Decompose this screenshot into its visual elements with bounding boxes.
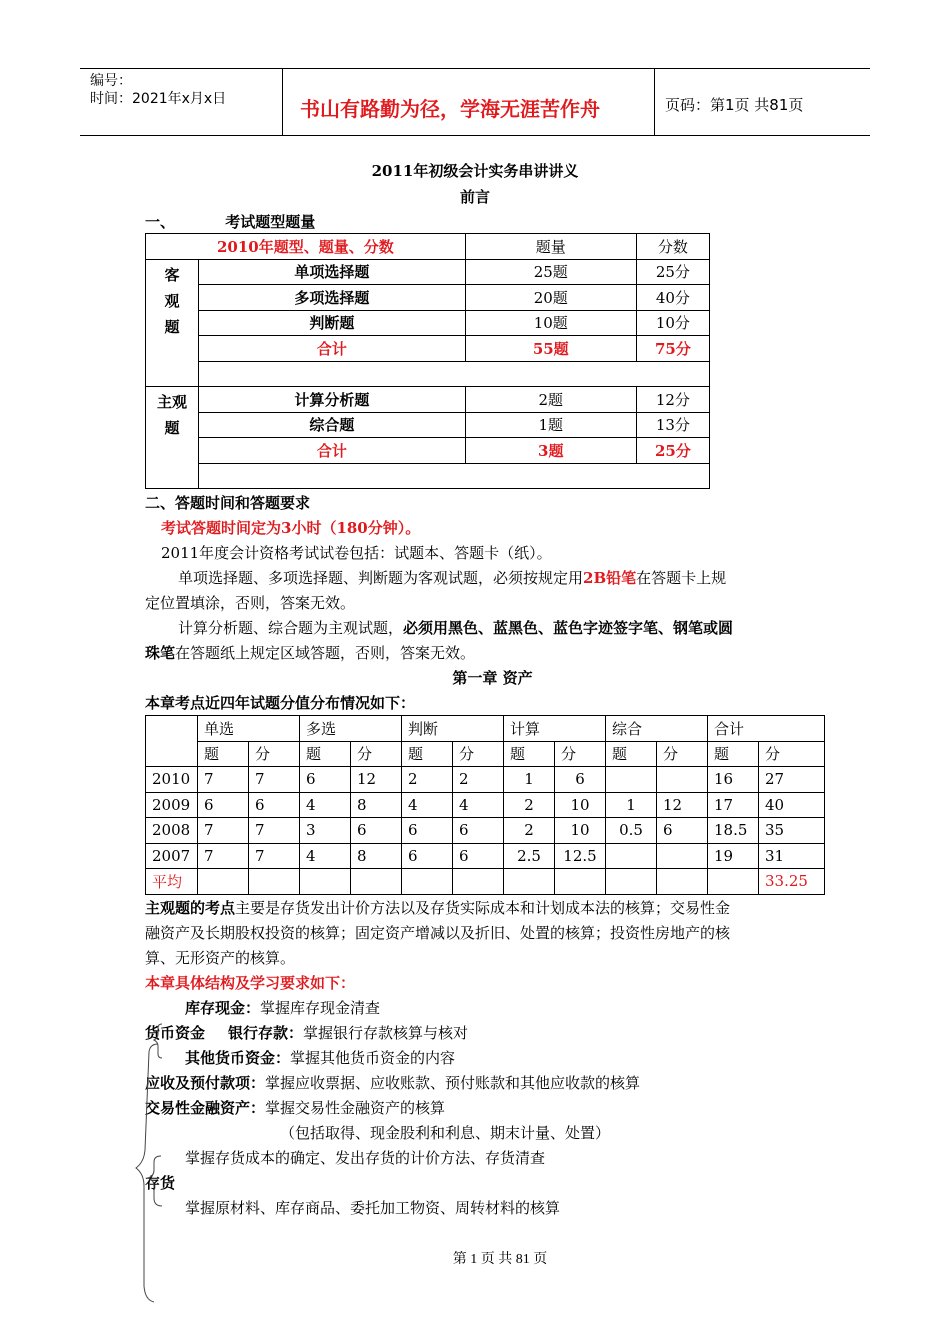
table-cell: 18.5	[708, 818, 759, 844]
average-label: 平均	[146, 869, 198, 895]
table1-count: 10题	[465, 310, 636, 336]
header-bottom-rule	[80, 135, 870, 136]
table-cell: 10	[555, 792, 606, 818]
table2-sub: 分	[555, 741, 606, 767]
header-number: 编号：	[90, 73, 132, 89]
inventory-line-2: 掌握原材料、库存商品、委托加工物资、周转材料的核算	[185, 1199, 561, 1217]
table-cell: 2	[504, 792, 555, 818]
table-cell: 2.5	[504, 843, 555, 869]
table-row	[146, 767, 825, 793]
table-row	[146, 463, 710, 489]
table1-header-type: 2010年题型、题量、分数	[146, 234, 466, 260]
table2-sub: 分	[351, 741, 402, 767]
table1-total-label: 合计	[199, 438, 466, 464]
table-cell: 1	[504, 767, 555, 793]
table-cell: 6	[300, 767, 351, 793]
table-cell: 6	[351, 818, 402, 844]
table-row	[146, 361, 710, 387]
table-cell: 7	[198, 767, 249, 793]
year-cell: 2008	[146, 818, 198, 844]
table2-corner	[146, 716, 198, 767]
table2-sub: 分	[453, 741, 504, 767]
table-row	[146, 310, 710, 336]
header-divider-left	[282, 68, 283, 136]
table1-total-score: 25分	[636, 438, 709, 464]
table-cell	[606, 843, 657, 869]
pencil-emphasis: 2B铅笔	[583, 569, 637, 587]
header-top-rule	[80, 68, 870, 69]
page-footer: 第 1 页 共 81 页	[452, 1252, 548, 1267]
table2-group: 计算	[504, 716, 606, 742]
table-cell: 2	[402, 767, 453, 793]
table1-total-score: 75分	[636, 336, 709, 362]
item-other-money: 其他货币资金：掌握其他货币资金的内容	[185, 1049, 456, 1067]
table-cell: 6	[555, 767, 606, 793]
section2-heading: 二、答题时间和答题要求	[145, 494, 311, 512]
year-cell: 2007	[146, 843, 198, 869]
header-motto: 书山有路勤为径，学海无涯苦作舟	[300, 97, 600, 121]
table2-sub: 分	[759, 741, 825, 767]
table-cell: 4	[300, 843, 351, 869]
distribution-intro: 本章考点近四年试题分值分布情况如下：	[145, 694, 416, 712]
table-cell: 12.5	[555, 843, 606, 869]
doc-subtitle: 前言	[459, 188, 490, 206]
table1-type: 判断题	[199, 310, 466, 336]
table1-score: 10分	[636, 310, 709, 336]
table-cell: 40	[759, 792, 825, 818]
table-cell: 6	[453, 843, 504, 869]
table-cell: 7	[249, 767, 300, 793]
table1-score: 13分	[636, 412, 709, 438]
table-row	[146, 818, 825, 844]
table1-count: 20题	[465, 285, 636, 311]
paragraph-objective: 单项选择题、多项选择题、判断题为客观试题，必须按规定用2B铅笔在答题卡上规 定位置填涂，否则，答案无效。	[145, 569, 727, 612]
exam-time-requirement: 考试答题时间定为3小时（180分钟）。	[161, 519, 421, 537]
table1-type: 计算分析题	[199, 387, 466, 413]
table-cell: 6	[657, 818, 708, 844]
table2-group: 综合	[606, 716, 708, 742]
table-cell: 7	[198, 843, 249, 869]
table1-count: 25题	[465, 259, 636, 285]
table-row	[146, 259, 710, 285]
table-cell: 27	[759, 767, 825, 793]
header-divider-right	[654, 68, 655, 136]
table1-type: 单项选择题	[199, 259, 466, 285]
table-cell: 2	[504, 818, 555, 844]
paragraph-papers: 2011年度会计资格考试试卷包括：试题本、答题卡（纸）。	[161, 544, 552, 562]
table-row	[146, 412, 710, 438]
table-cell: 19	[708, 843, 759, 869]
table-row	[146, 387, 710, 413]
table-row	[146, 792, 825, 818]
table-cell: 4	[300, 792, 351, 818]
table-cell: 4	[402, 792, 453, 818]
table1-count: 1题	[465, 412, 636, 438]
table-cell: 7	[249, 843, 300, 869]
header-date: 时间：2021年x月x日	[90, 91, 227, 107]
table2-group: 多选	[300, 716, 402, 742]
objective-label: 客 观 题	[146, 259, 199, 387]
section1-title: 考试题型题量	[225, 213, 316, 231]
table-cell: 12	[657, 792, 708, 818]
table2-group: 单选	[198, 716, 300, 742]
structure-title: 本章具体结构及学习要求如下：	[145, 974, 356, 992]
table-cell: 8	[351, 843, 402, 869]
table1-blank-row	[199, 361, 710, 387]
table1-header-count: 题量	[465, 234, 636, 260]
table2-group: 判断	[402, 716, 504, 742]
table1-count: 2题	[465, 387, 636, 413]
table1-score: 25分	[636, 259, 709, 285]
table-row	[146, 843, 825, 869]
table-cell: 16	[708, 767, 759, 793]
table1-header-score: 分数	[636, 234, 709, 260]
year-cell: 2009	[146, 792, 198, 818]
paragraph-subjective: 计算分析题、综合题为主观试题，必须用黑色、蓝黑色、蓝色字迹签字笔、钢笔或圆 珠笔在答题纸上规定区域答题，否则，答案无效。	[145, 619, 734, 662]
table1-total-count: 55题	[465, 336, 636, 362]
table-cell: 2	[453, 767, 504, 793]
inventory-label: 存货	[145, 1174, 176, 1192]
table-cell: 35	[759, 818, 825, 844]
table-cell: 8	[351, 792, 402, 818]
item-bank: 银行存款：掌握银行存款核算与核对	[228, 1024, 469, 1042]
table-cell: 7	[198, 818, 249, 844]
header-meta	[90, 72, 226, 108]
table-row	[146, 285, 710, 311]
subjective-label: 主观 题	[146, 387, 199, 489]
item-cash: 库存现金：掌握库存现金清查	[185, 999, 381, 1017]
table-cell: 31	[759, 843, 825, 869]
table-cell: 7	[249, 818, 300, 844]
table2-body	[146, 767, 825, 869]
table-row	[146, 234, 710, 260]
table2-sub: 题	[402, 741, 453, 767]
table1-score: 12分	[636, 387, 709, 413]
table-cell: 6	[402, 843, 453, 869]
table-cell: 6	[249, 792, 300, 818]
inventory-line-1: 掌握存货成本的确定、发出存货的计价方法、存货清查	[185, 1149, 546, 1167]
table-cell: 3	[300, 818, 351, 844]
table-cell: 0.5	[606, 818, 657, 844]
subjective-points: 主观题的考点主要是存货发出计价方法以及存货实际成本和计划成本法的核算；交易性金 融资产及长期股权投资的核算；固定资产增减以及折旧、处置的核算；投资性房地产的核 算、无形资产的核算。	[145, 899, 731, 967]
table1-total-label: 合计	[199, 336, 466, 362]
table-row	[146, 716, 825, 742]
table-cell	[657, 843, 708, 869]
table2-sub: 分	[249, 741, 300, 767]
table-cell: 17	[708, 792, 759, 818]
header-page-info: 页码：第1页 共81页	[665, 96, 804, 114]
table2-group: 合计	[708, 716, 825, 742]
section1-number: 一、	[145, 213, 176, 231]
table-row	[146, 869, 825, 895]
table-cell: 4	[453, 792, 504, 818]
table1-type: 综合题	[199, 412, 466, 438]
table2-sub: 题	[606, 741, 657, 767]
table-cell: 12	[351, 767, 402, 793]
item-trading-assets: 交易性金融资产：掌握交易性金融资产的核算	[145, 1099, 446, 1117]
table-cell: 6	[198, 792, 249, 818]
table1-type: 多项选择题	[199, 285, 466, 311]
chapter-title: 第一章 资产	[452, 669, 533, 687]
table-cell: 10	[555, 818, 606, 844]
table2-sub: 题	[504, 741, 555, 767]
average-value: 33.25	[759, 869, 825, 895]
table-row	[146, 741, 825, 767]
item-receivables: 应收及预付款项：掌握应收票据、应收账款、预付账款和其他应收款的核算	[145, 1074, 641, 1092]
table2-sub: 分	[657, 741, 708, 767]
table2-sub: 题	[198, 741, 249, 767]
trading-assets-note: （包括取得、现金股利和利息、期末计量、处置）	[280, 1124, 611, 1142]
table-cell	[606, 767, 657, 793]
section1-heading	[145, 211, 315, 232]
table-cell: 1	[606, 792, 657, 818]
doc-title: 2011年初级会计实务串讲讲义	[371, 162, 579, 180]
table2-sub: 题	[300, 741, 351, 767]
year-cell: 2010	[146, 767, 198, 793]
score-distribution-table	[145, 715, 825, 895]
question-type-table	[145, 233, 710, 489]
table-cell: 6	[453, 818, 504, 844]
table-row	[146, 438, 710, 464]
table-row	[146, 336, 710, 362]
table1-blank-row	[199, 463, 710, 489]
table2-sub: 题	[708, 741, 759, 767]
money-funds-label: 货币资金	[145, 1024, 206, 1042]
table1-total-count: 3题	[465, 438, 636, 464]
table-cell: 6	[402, 818, 453, 844]
table1-score: 40分	[636, 285, 709, 311]
table-cell	[657, 767, 708, 793]
